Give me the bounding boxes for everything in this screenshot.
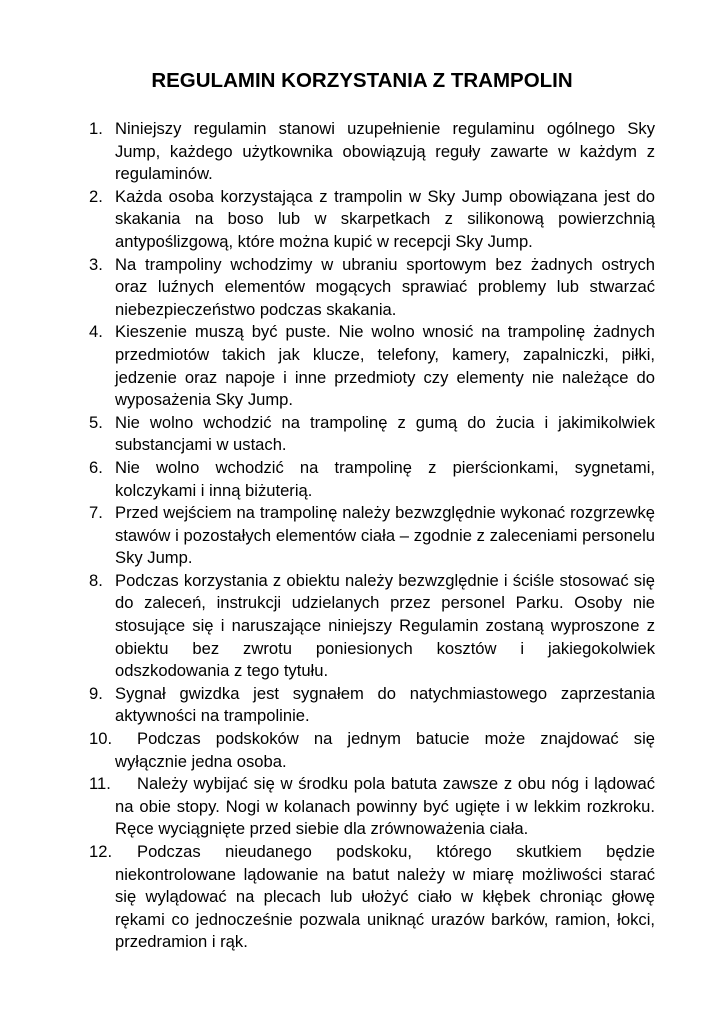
- rule-text: Kieszenie muszą być puste. Nie wolno wnosić na trampolinę żadnych przedmiotów takich jak klucze, telefony, kamery, zapalniczki, piłki, jedzenie oraz napoje i inne przedmioty czy elementy nie należące do wyposażenia Sky Jump.: [115, 322, 655, 410]
- rule-number: 7.: [89, 503, 103, 523]
- rule-number: 3.: [89, 254, 103, 274]
- list-item: [0, 321, 724, 411]
- list-item: [0, 502, 724, 570]
- rules-list: [0, 118, 724, 954]
- list-item: [0, 457, 724, 502]
- document-title: REGULAMIN KORZYSTANIA Z TRAMPOLIN: [151, 69, 573, 92]
- list-item: [0, 570, 724, 683]
- list-item: [0, 186, 724, 254]
- rule-number: 2.: [89, 186, 103, 206]
- rule-text: Nie wolno wchodzić na trampolinę z gumą do żucia i jakimikolwiek substancjami w ustach.: [115, 412, 655, 455]
- rule-text: Należy wybijać się w środku pola batuta zawsze z obu nóg i lądować na obie stopy. Nogi w kolanach powinny być ugięte i w lekkim rozkroku. Ręce wyciągnięte przed siebie dla zrównoważenia ciała.: [115, 774, 655, 839]
- rule-text: Sygnał gwizdka jest sygnałem do natychmiastowego zaprzestania aktywności na trampolinie.: [115, 683, 655, 726]
- rule-text: Nie wolno wchodzić na trampolinę z pierścionkami, sygnetami, kolczykami i inną biżuterią.: [115, 457, 655, 500]
- rule-number: 9.: [89, 683, 103, 703]
- rule-text: Podczas nieudanego podskoku, którego skutkiem będzie niekontrolowane lądowanie na batut należy w miarę możliwości starać się wylądować na plecach lub ułożyć ciało w kłębek chroniąc głowę rękami co jednocześnie pozwala uniknąć urazów barków, ramion, łokci, przedramion i rąk.: [115, 842, 655, 952]
- rule-number: 10.: [89, 729, 113, 749]
- list-item: [0, 118, 724, 186]
- list-item: [0, 773, 724, 841]
- list-item: [0, 254, 724, 322]
- rule-number: 11.: [89, 774, 111, 794]
- rule-number: 12.: [89, 842, 113, 861]
- rule-number: 1.: [89, 119, 103, 138]
- rule-text: Na trampoliny wchodzimy w ubraniu sportowym bez żadnych ostrych oraz luźnych elementów mogących sprawiać problemy lub stwarzać niebezpieczeństwo podczas skakania.: [115, 254, 655, 319]
- rule-text: Niniejszy regulamin stanowi uzupełnienie regulaminu ogólnego Sky Jump, każdego użytkownika obowiązują reguły zawarte w każdym z regulaminów.: [115, 119, 655, 184]
- rule-number: 6.: [89, 457, 103, 477]
- list-item: [0, 841, 724, 954]
- rule-text: Każda osoba korzystająca z trampolin w Sky Jump obowiązana jest do skakania na boso lub w skarpetkach z silikonową powierzchnią antypoślizgową, które można kupić w recepcji Sky Jump.: [115, 186, 655, 251]
- rule-text: Podczas korzystania z obiektu należy bezwzględnie i ściśle stosować się do zaleceń, instrukcji udzielanych przez personel Parku. Osoby nie stosujące się i naruszające niniejszy Regulamin zostaną wyproszone z obiektu bez zwrotu poniesionych kosztów i jakiegokolwiek odszkodowania z tego tytułu.: [115, 570, 655, 681]
- list-item: [0, 683, 724, 728]
- rule-number: 8.: [89, 570, 103, 590]
- rule-text: Przed wejściem na trampolinę należy bezwzględnie wykonać rozgrzewkę stawów i pozostałych elementów ciała – zgodnie z zaleceniami personelu Sky Jump.: [115, 503, 655, 568]
- rule-text: Podczas podskoków na jednym batucie może znajdować się wyłącznie jedna osoba.: [115, 729, 655, 771]
- list-item: [0, 412, 724, 457]
- list-item: [0, 728, 724, 773]
- rule-number: 4.: [89, 322, 103, 342]
- rule-number: 5.: [89, 412, 103, 432]
